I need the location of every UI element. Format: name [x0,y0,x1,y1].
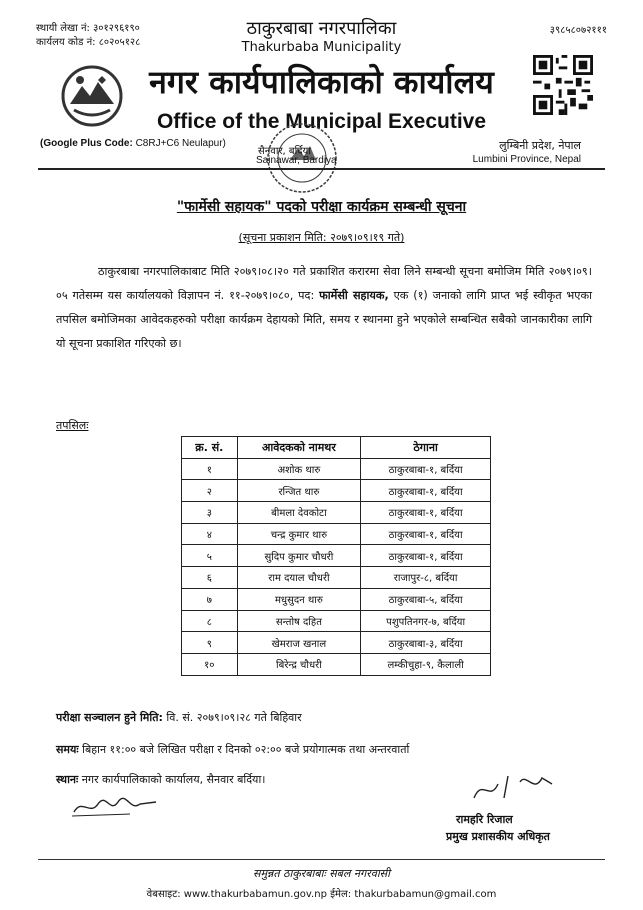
location-nepali: सैनवार, बर्दिया [258,146,311,157]
table-header-row [182,437,491,459]
table-row [182,632,491,654]
cell-serial: ४ [182,523,238,545]
table-row [182,588,491,610]
cell-address: लम्कीचुहा-९, कैलाली [361,653,491,675]
location-english: Sainawar, Bardiya [256,155,337,166]
cell-serial: ९ [182,632,238,654]
google-plus-label: (Google Plus Code: [40,138,133,149]
header-ref-number: ३९८५८०७२१११ [549,25,607,36]
exam-date [56,710,302,725]
officer-title: प्रमुख प्रशासकीय अधिकृत [446,830,550,843]
left-signature [70,794,160,820]
cell-address: ठाकुरबाबा-३, बर्दिया [361,632,491,654]
paragraph-part1: ठाकुरबाबा नगरपालिकाबाट मिति २०७९।०८।२० गते प्रकाशित करारमा सेवा लिने सम्बन्धी सूचना बमोजिम मिति २०७९।०९।०५ गतेसम्म यस कार्यालयको विज्ञापन नं. ११-२०७९।०८०, पद: [56,265,592,302]
exam-time [56,742,409,757]
notice-paragraph [56,260,592,356]
province-english: Lumbini Province, Nepal [472,154,581,165]
cell-name: चन्द्र कुमार थारु [237,523,361,545]
candidate-table [181,436,491,676]
footer-slogan: समुन्नत ठाकुरबाबाः सबल नगरवासी [253,867,390,880]
exam-date-value: वि. सं. २०७९।०९।२८ गते बिहिवार [166,711,302,724]
table-row [182,502,491,524]
cell-serial: ५ [182,545,238,567]
cell-name: खेमराज खनाल [237,632,361,654]
org-name-english: Thakurbaba Municipality [241,40,402,55]
tapsil-label: तपसिलः [56,419,89,432]
pan-number: स्थायी लेखा नं: ३०१२९६१९० [36,23,140,34]
cell-name: अशोक थारु [237,458,361,480]
table-row [182,523,491,545]
table-row [182,653,491,675]
cell-name: मधुसुदन थारु [237,588,361,610]
paragraph-post-name: फार्मेसी सहायक, [319,289,389,302]
cell-serial: १ [182,458,238,480]
right-signature [468,768,558,808]
cell-address: ठाकुरबाबा-५, बर्दिया [361,588,491,610]
table-row [182,610,491,632]
col-header-name: आवेदकको नामथर [237,437,361,459]
cell-name: बीमला देवकोटा [237,502,361,524]
notice-publish-date-text: (सूचना प्रकाशन मिति: २०७९।०९।१९ गते) [238,231,405,244]
cell-name: सुदिप कुमार चौधरी [237,545,361,567]
cell-address: ठाकुरबाबा-१, बर्दिया [361,458,491,480]
nepal-emblem-logo [60,64,124,128]
table-row [182,545,491,567]
cell-address: ठाकुरबाबा-१, बर्दिया [361,545,491,567]
org-name-nepali: ठाकुरबाबा नगरपालिका [246,18,397,39]
exam-time-label: समयः [56,743,79,756]
header-divider [38,168,605,170]
col-header-address: ठेगाना [361,437,491,459]
cell-name: बिरेन्द्र चौधरी [237,653,361,675]
exam-date-label: परीक्षा सञ्चालन हुने मिति: [56,711,163,724]
table-row [182,480,491,502]
cell-address: ठाकुरबाबा-१, बर्दिया [361,523,491,545]
exam-place-value: नगर कार्यपालिकाको कार्यालय, सैनवार बर्दिया। [81,773,266,786]
footer-contact: वेबसाइट: www.thakurbabamun.gov.np ईमेल: thakurbabamun@gmail.com [146,889,497,900]
col-header-serial: क्र. सं. [182,437,238,459]
cell-address: राजापुर-८, बर्दिया [361,567,491,589]
cell-serial: ७ [182,588,238,610]
cell-serial: १० [182,653,238,675]
officer-name: रामहरि रिजाल [456,813,513,826]
qr-code [533,55,593,115]
table-row [182,458,491,480]
province-nepali: लुम्बिनी प्रदेश, नेपाल [499,139,581,152]
notice-title-text: "फार्मेसी सहायक" पदको परीक्षा कार्यक्रम सम्बन्धी सूचना [176,199,467,215]
office-title-english: Office of the Municipal Executive [156,110,487,133]
cell-serial: ८ [182,610,238,632]
cell-address: पशुपतिनगर-७, बर्दिया [361,610,491,632]
notice-title [0,197,643,216]
exam-place-label: स्थानः [56,773,79,786]
cell-name: सन्तोष दहित [237,610,361,632]
cell-address: ठाकुरबाबा-१, बर्दिया [361,502,491,524]
cell-name: राम दयाल चौधरी [237,567,361,589]
google-plus-code [40,138,226,149]
exam-place [56,772,265,787]
cell-serial: ६ [182,567,238,589]
office-code: कार्यलय कोड नं: ८०२०५१२८ [36,37,141,48]
paragraph-part2: एक (१) जनाको लागि प्राप्त भई स्वीकृत भएका तपसिल बमोजिमका आवेदकहरुको परीक्षा कार्यक्रम देहायको मिति, समय र स्थानमा हुने भएकोले सम्बन्धित सबैको जानकारीका लागि यो सूचना प्रकाशित गरिएको छ। [56,289,592,350]
cell-address: ठाकुरबाबा-१, बर्दिया [361,480,491,502]
exam-time-value: बिहान ११:०० बजे लिखित परीक्षा र दिनको ०२:०० बजे प्रयोगात्मक तथा अन्तरवार्ता [82,743,410,756]
cell-name: रन्जित थारु [237,480,361,502]
cell-serial: ३ [182,502,238,524]
footer-divider [38,859,605,860]
cell-serial: २ [182,480,238,502]
table-row [182,567,491,589]
notice-publish-date [0,230,643,245]
office-title-nepali: नगर कार्यपालिकाको कार्यालय [149,63,494,101]
google-plus-value: C8RJ+C6 Neulapur) [135,138,226,149]
